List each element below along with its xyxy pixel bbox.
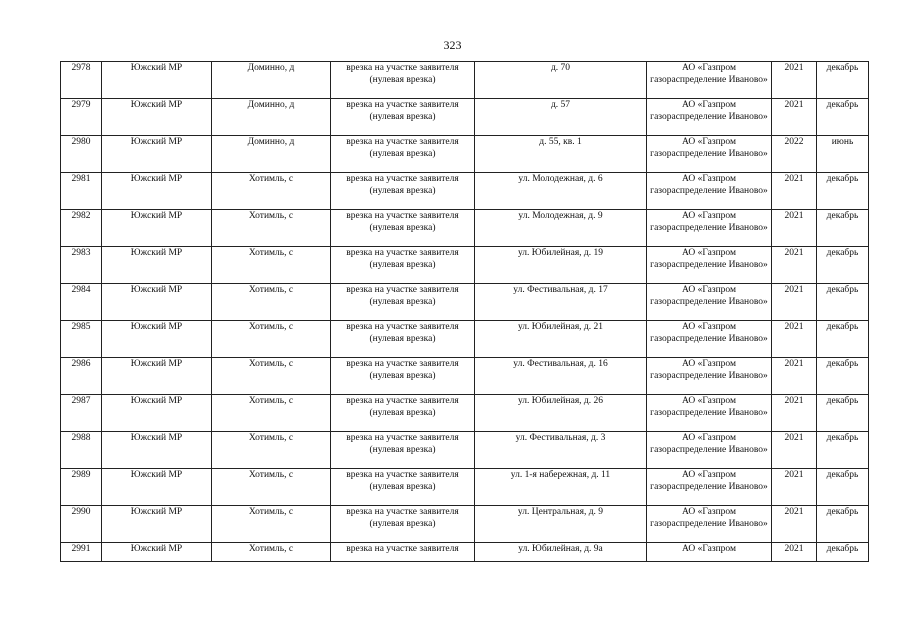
year-cell: 2022: [772, 136, 817, 173]
district-cell: Южский МР: [102, 469, 212, 506]
table-row: [61, 247, 869, 284]
address-cell: ул. 1-я набережная, д. 11: [475, 469, 647, 506]
row-number-cell: 2981: [61, 173, 102, 210]
row-number-cell: 2980: [61, 136, 102, 173]
district-cell: Южский МР: [102, 432, 212, 469]
address-cell: ул. Молодежная, д. 6: [475, 173, 647, 210]
work-type-cell: врезка на участке заявителя (нулевая врезка): [331, 247, 475, 284]
row-number-cell: 2987: [61, 395, 102, 432]
table-body: [61, 62, 869, 562]
district-cell: Южский МР: [102, 136, 212, 173]
organization-cell: АО «Газпром газораспределение Иваново»: [647, 321, 772, 358]
locality-cell: Хотимль, с: [212, 543, 331, 562]
address-cell: ул. Фестивальная, д. 17: [475, 284, 647, 321]
organization-cell: АО «Газпром газораспределение Иваново»: [647, 506, 772, 543]
month-cell: декабрь: [817, 210, 869, 247]
table-row: [61, 469, 869, 506]
locality-cell: Доминно, д: [212, 136, 331, 173]
month-cell: декабрь: [817, 469, 869, 506]
table-row: [61, 321, 869, 358]
month-cell: декабрь: [817, 506, 869, 543]
month-cell: декабрь: [817, 321, 869, 358]
row-number-cell: 2988: [61, 432, 102, 469]
organization-cell: АО «Газпром: [647, 543, 772, 562]
district-cell: Южский МР: [102, 173, 212, 210]
month-cell: декабрь: [817, 358, 869, 395]
locality-cell: Хотимль, с: [212, 469, 331, 506]
organization-cell: АО «Газпром газораспределение Иваново»: [647, 62, 772, 99]
organization-cell: АО «Газпром газораспределение Иваново»: [647, 173, 772, 210]
district-cell: Южский МР: [102, 506, 212, 543]
row-number-cell: 2990: [61, 506, 102, 543]
locality-cell: Доминно, д: [212, 99, 331, 136]
year-cell: 2021: [772, 173, 817, 210]
work-type-cell: врезка на участке заявителя (нулевая врезка): [331, 432, 475, 469]
year-cell: 2021: [772, 358, 817, 395]
table-row: [61, 173, 869, 210]
work-type-cell: врезка на участке заявителя: [331, 543, 475, 562]
address-cell: ул. Юбилейная, д. 19: [475, 247, 647, 284]
organization-cell: АО «Газпром газораспределение Иваново»: [647, 432, 772, 469]
row-number-cell: 2979: [61, 99, 102, 136]
district-cell: Южский МР: [102, 284, 212, 321]
address-cell: ул. Фестивальная, д. 3: [475, 432, 647, 469]
work-type-cell: врезка на участке заявителя (нулевая врезка): [331, 173, 475, 210]
row-number-cell: 2982: [61, 210, 102, 247]
table-row: [61, 358, 869, 395]
organization-cell: АО «Газпром газораспределение Иваново»: [647, 99, 772, 136]
organization-cell: АО «Газпром газораспределение Иваново»: [647, 358, 772, 395]
organization-cell: АО «Газпром газораспределение Иваново»: [647, 136, 772, 173]
locality-cell: Хотимль, с: [212, 358, 331, 395]
address-cell: д. 55, кв. 1: [475, 136, 647, 173]
work-type-cell: врезка на участке заявителя (нулевая врезка): [331, 99, 475, 136]
district-cell: Южский МР: [102, 321, 212, 358]
table-row: [61, 543, 869, 562]
row-number-cell: 2985: [61, 321, 102, 358]
year-cell: 2021: [772, 543, 817, 562]
table-row: [61, 506, 869, 543]
organization-cell: АО «Газпром газораспределение Иваново»: [647, 284, 772, 321]
year-cell: 2021: [772, 469, 817, 506]
year-cell: 2021: [772, 284, 817, 321]
table-row: [61, 395, 869, 432]
address-cell: ул. Юбилейная, д. 26: [475, 395, 647, 432]
row-number-cell: 2984: [61, 284, 102, 321]
address-cell: д. 57: [475, 99, 647, 136]
row-number-cell: 2986: [61, 358, 102, 395]
month-cell: декабрь: [817, 284, 869, 321]
year-cell: 2021: [772, 99, 817, 136]
organization-cell: АО «Газпром газораспределение Иваново»: [647, 247, 772, 284]
locality-cell: Хотимль, с: [212, 432, 331, 469]
month-cell: декабрь: [817, 62, 869, 99]
month-cell: декабрь: [817, 543, 869, 562]
district-cell: Южский МР: [102, 395, 212, 432]
table-row: [61, 136, 869, 173]
district-cell: Южский МР: [102, 62, 212, 99]
locality-cell: Доминно, д: [212, 62, 331, 99]
work-type-cell: врезка на участке заявителя (нулевая врезка): [331, 358, 475, 395]
organization-cell: АО «Газпром газораспределение Иваново»: [647, 210, 772, 247]
district-cell: Южский МР: [102, 247, 212, 284]
month-cell: декабрь: [817, 395, 869, 432]
organization-cell: АО «Газпром газораспределение Иваново»: [647, 469, 772, 506]
address-cell: ул. Юбилейная, д. 9а: [475, 543, 647, 562]
month-cell: декабрь: [817, 173, 869, 210]
year-cell: 2021: [772, 247, 817, 284]
locality-cell: Хотимль, с: [212, 247, 331, 284]
work-type-cell: врезка на участке заявителя (нулевая врезка): [331, 62, 475, 99]
organization-cell: АО «Газпром газораспределение Иваново»: [647, 395, 772, 432]
district-cell: Южский МР: [102, 358, 212, 395]
locality-cell: Хотимль, с: [212, 173, 331, 210]
work-type-cell: врезка на участке заявителя (нулевая врезка): [331, 321, 475, 358]
locality-cell: Хотимль, с: [212, 321, 331, 358]
registry-table: [60, 61, 869, 562]
address-cell: ул. Юбилейная, д. 21: [475, 321, 647, 358]
month-cell: декабрь: [817, 247, 869, 284]
table-row: [61, 284, 869, 321]
district-cell: Южский МР: [102, 210, 212, 247]
month-cell: декабрь: [817, 432, 869, 469]
table-row: [61, 210, 869, 247]
address-cell: д. 70: [475, 62, 647, 99]
year-cell: 2021: [772, 506, 817, 543]
month-cell: декабрь: [817, 99, 869, 136]
district-cell: Южский МР: [102, 543, 212, 562]
year-cell: 2021: [772, 210, 817, 247]
address-cell: ул. Центральная, д. 9: [475, 506, 647, 543]
locality-cell: Хотимль, с: [212, 210, 331, 247]
year-cell: 2021: [772, 432, 817, 469]
month-cell: июнь: [817, 136, 869, 173]
row-number-cell: 2989: [61, 469, 102, 506]
work-type-cell: врезка на участке заявителя (нулевая врезка): [331, 284, 475, 321]
year-cell: 2021: [772, 62, 817, 99]
address-cell: ул. Молодежная, д. 9: [475, 210, 647, 247]
work-type-cell: врезка на участке заявителя (нулевая врезка): [331, 395, 475, 432]
year-cell: 2021: [772, 321, 817, 358]
work-type-cell: врезка на участке заявителя (нулевая врезка): [331, 136, 475, 173]
table-row: [61, 62, 869, 99]
locality-cell: Хотимль, с: [212, 395, 331, 432]
row-number-cell: 2983: [61, 247, 102, 284]
locality-cell: Хотимль, с: [212, 506, 331, 543]
page-number: 323: [443, 38, 462, 52]
locality-cell: Хотимль, с: [212, 284, 331, 321]
row-number-cell: 2991: [61, 543, 102, 562]
work-type-cell: врезка на участке заявителя (нулевая врезка): [331, 210, 475, 247]
year-cell: 2021: [772, 395, 817, 432]
address-cell: ул. Фестивальная, д. 16: [475, 358, 647, 395]
work-type-cell: врезка на участке заявителя (нулевая врезка): [331, 506, 475, 543]
work-type-cell: врезка на участке заявителя (нулевая врезка): [331, 469, 475, 506]
district-cell: Южский МР: [102, 99, 212, 136]
row-number-cell: 2978: [61, 62, 102, 99]
table-row: [61, 99, 869, 136]
table-row: [61, 432, 869, 469]
